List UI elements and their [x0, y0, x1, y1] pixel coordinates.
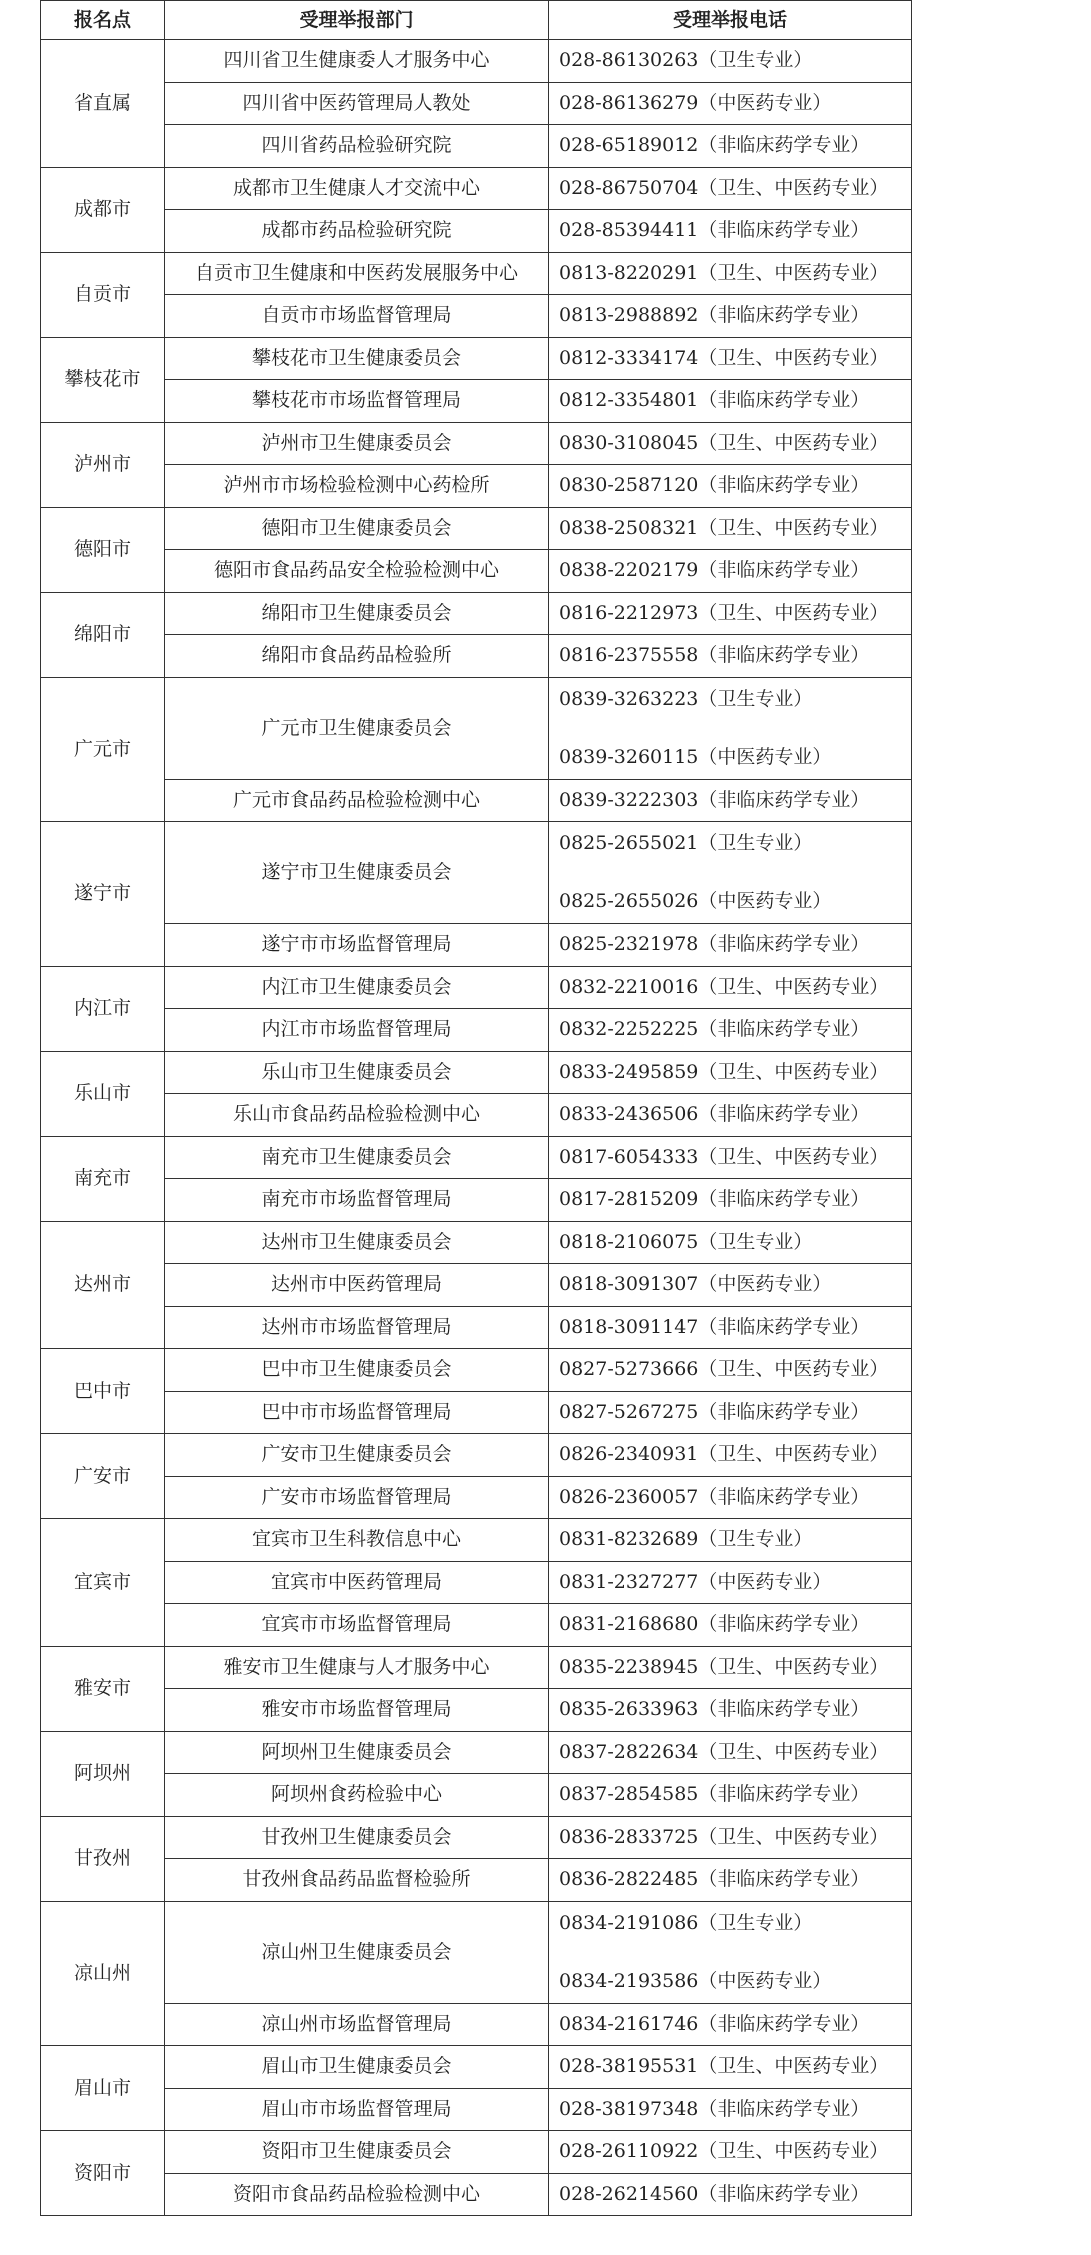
department-cell: 资阳市食品药品检验检测中心 [165, 2173, 549, 2216]
site-cell: 德阳市 [41, 507, 165, 592]
department-cell: 自贡市卫生健康和中医药发展服务中心 [165, 252, 549, 295]
table-row [41, 2003, 912, 2046]
table-row [41, 1816, 912, 1859]
department-cell: 巴中市卫生健康委员会 [165, 1349, 549, 1392]
department-cell: 内江市市场监督管理局 [165, 1009, 549, 1052]
phone-number: 0817-2815209（非临床药学专业） [559, 1188, 870, 1211]
department-cell: 成都市药品检验研究院 [165, 210, 549, 253]
phone-cell [549, 465, 912, 508]
site-cell: 成都市 [41, 167, 165, 252]
department-cell: 广元市卫生健康委员会 [165, 677, 549, 779]
phone-cell [549, 1689, 912, 1732]
department-cell: 雅安市市场监督管理局 [165, 1689, 549, 1732]
phone-number: 0837-2854585（非临床药学专业） [559, 1783, 870, 1806]
site-cell: 乐山市 [41, 1051, 165, 1136]
department-cell: 达州市中医药管理局 [165, 1264, 549, 1307]
phone-cell [549, 1009, 912, 1052]
phone-cell [549, 167, 912, 210]
site-cell: 甘孜州 [41, 1816, 165, 1901]
department-cell: 泸州市卫生健康委员会 [165, 422, 549, 465]
phone-cell [549, 210, 912, 253]
phone-cell [549, 1604, 912, 1647]
table-row [41, 82, 912, 125]
table-row [41, 1561, 912, 1604]
department-cell: 乐山市食品药品检验检测中心 [165, 1094, 549, 1137]
table-row [41, 2046, 912, 2089]
department-cell: 成都市卫生健康人才交流中心 [165, 167, 549, 210]
table-row [41, 1689, 912, 1732]
phone-cell [549, 966, 912, 1009]
phone-cell [549, 422, 912, 465]
phone-cell [549, 1731, 912, 1774]
phone-number: 0837-2822634（卫生、中医药专业） [559, 1740, 889, 1763]
phone-number: 0839-3260115（中医药专业） [559, 745, 832, 768]
phone-number: 0812-3334174（卫生、中医药专业） [559, 346, 889, 369]
department-cell: 攀枝花市市场监督管理局 [165, 380, 549, 423]
table-row [41, 465, 912, 508]
department-cell: 德阳市食品药品安全检验检测中心 [165, 550, 549, 593]
department-cell: 泸州市市场检验检测中心药检所 [165, 465, 549, 508]
phone-number: 028-85394411（非临床药学专业） [559, 219, 870, 242]
phone-number: 0818-3091307（中医药专业） [559, 1273, 832, 1296]
phone-number: 0813-2988892（非临床药学专业） [559, 304, 870, 327]
phone-number: 028-86750704（卫生、中医药专业） [559, 176, 889, 199]
phone-number: 0838-2508321（卫生、中医药专业） [559, 516, 889, 539]
department-cell: 四川省卫生健康委人才服务中心 [165, 40, 549, 83]
site-cell: 巴中市 [41, 1349, 165, 1434]
phone-cell [549, 1859, 912, 1902]
phone-number: 028-86130263（卫生专业） [559, 49, 813, 72]
site-cell: 宜宾市 [41, 1519, 165, 1647]
phone-number: 0834-2161746（非临床药学专业） [559, 2012, 870, 2035]
phone-number: 0834-2193586（中医药专业） [559, 1969, 832, 1992]
site-cell: 自贡市 [41, 252, 165, 337]
table-row [41, 507, 912, 550]
phone-number: 0836-2822485（非临床药学专业） [559, 1868, 870, 1891]
phone-number: 0836-2833725（卫生、中医药专业） [559, 1825, 889, 1848]
phone-number: 028-86136279（中医药专业） [559, 91, 832, 114]
phone-number: 0816-2375558（非临床药学专业） [559, 644, 870, 667]
phone-cell [549, 635, 912, 678]
table-row [41, 1306, 912, 1349]
phone-cell [549, 1221, 912, 1264]
phone-number: 0832-2210016（卫生、中医药专业） [559, 975, 889, 998]
site-cell: 绵阳市 [41, 592, 165, 677]
phone-cell [549, 779, 912, 822]
department-cell: 绵阳市卫生健康委员会 [165, 592, 549, 635]
phone-cell [549, 1391, 912, 1434]
header-site: 报名点 [41, 1, 165, 40]
phone-cell [549, 2088, 912, 2131]
site-cell: 凉山州 [41, 1901, 165, 2046]
department-cell: 凉山州卫生健康委员会 [165, 1901, 549, 2003]
table-row [41, 924, 912, 967]
header-row [41, 1, 912, 40]
department-cell: 广安市卫生健康委员会 [165, 1434, 549, 1477]
department-cell: 巴中市市场监督管理局 [165, 1391, 549, 1434]
table-row [41, 252, 912, 295]
phone-number: 0831-2168680（非临床药学专业） [559, 1613, 870, 1636]
phone-number: 0826-2340931（卫生、中医药专业） [559, 1443, 889, 1466]
table-row [41, 167, 912, 210]
header-department: 受理举报部门 [165, 1, 549, 40]
department-cell: 凉山州市场监督管理局 [165, 2003, 549, 2046]
phone-cell [549, 1136, 912, 1179]
phone-cell [549, 924, 912, 967]
table-row [41, 2131, 912, 2174]
table-body [41, 40, 912, 2216]
table-row [41, 125, 912, 168]
phone-number: 0818-2106075（卫生专业） [559, 1230, 813, 1253]
phone-number: 0839-3222303（非临床药学专业） [559, 788, 870, 811]
table-row [41, 210, 912, 253]
phone-number: 0818-3091147（非临床药学专业） [559, 1315, 870, 1338]
department-cell: 乐山市卫生健康委员会 [165, 1051, 549, 1094]
site-cell: 资阳市 [41, 2131, 165, 2216]
table-row [41, 1434, 912, 1477]
department-cell: 南充市市场监督管理局 [165, 1179, 549, 1222]
phone-number: 0827-5267275（非临床药学专业） [559, 1400, 870, 1423]
phone-cell [549, 1519, 912, 1562]
table-row [41, 1094, 912, 1137]
phone-cell [549, 1264, 912, 1307]
phone-cell [549, 1179, 912, 1222]
table-row [41, 1221, 912, 1264]
department-cell: 阿坝州食药检验中心 [165, 1774, 549, 1817]
phone-cell [549, 2173, 912, 2216]
phone-cell [549, 1816, 912, 1859]
department-cell: 眉山市市场监督管理局 [165, 2088, 549, 2131]
table-row [41, 1519, 912, 1562]
phone-cell [549, 337, 912, 380]
phone-number: 0835-2633963（非临床药学专业） [559, 1698, 870, 1721]
department-cell: 宜宾市市场监督管理局 [165, 1604, 549, 1647]
table-row [41, 1646, 912, 1689]
phone-cell [549, 1051, 912, 1094]
phone-number: 028-38197348（非临床药学专业） [559, 2097, 870, 2120]
phone-cell [549, 822, 912, 924]
department-cell: 南充市卫生健康委员会 [165, 1136, 549, 1179]
site-cell: 阿坝州 [41, 1731, 165, 1816]
phone-cell [549, 380, 912, 423]
phone-number: 0830-2587120（非临床药学专业） [559, 474, 870, 497]
phone-cell [549, 1476, 912, 1519]
phone-number: 0834-2191086（卫生专业） [559, 1911, 813, 1934]
department-cell: 绵阳市食品药品检验所 [165, 635, 549, 678]
phone-number: 0831-2327277（中医药专业） [559, 1570, 832, 1593]
phone-cell [549, 82, 912, 125]
phone-cell [549, 507, 912, 550]
phone-cell [549, 2131, 912, 2174]
department-cell: 广安市市场监督管理局 [165, 1476, 549, 1519]
phone-cell [549, 1901, 912, 2003]
department-cell: 内江市卫生健康委员会 [165, 966, 549, 1009]
phone-number: 0831-8232689（卫生专业） [559, 1528, 813, 1551]
phone-cell [549, 1646, 912, 1689]
table-row [41, 966, 912, 1009]
department-cell: 遂宁市卫生健康委员会 [165, 822, 549, 924]
table-row [41, 1051, 912, 1094]
table-row [41, 295, 912, 338]
header-phone: 受理举报电话 [549, 1, 912, 40]
department-cell: 甘孜州食品药品监督检验所 [165, 1859, 549, 1902]
phone-cell [549, 1561, 912, 1604]
phone-cell [549, 125, 912, 168]
table-row [41, 550, 912, 593]
site-cell: 南充市 [41, 1136, 165, 1221]
phone-number: 028-26110922（卫生、中医药专业） [559, 2140, 889, 2163]
department-cell: 遂宁市市场监督管理局 [165, 924, 549, 967]
site-cell: 广安市 [41, 1434, 165, 1519]
table-row [41, 1604, 912, 1647]
contact-table [40, 0, 912, 2216]
site-cell: 雅安市 [41, 1646, 165, 1731]
department-cell: 四川省中医药管理局人教处 [165, 82, 549, 125]
phone-cell [549, 1434, 912, 1477]
department-cell: 雅安市卫生健康与人才服务中心 [165, 1646, 549, 1689]
table-row [41, 380, 912, 423]
site-cell: 达州市 [41, 1221, 165, 1349]
department-cell: 宜宾市中医药管理局 [165, 1561, 549, 1604]
table-row [41, 635, 912, 678]
phone-number: 0833-2495859（卫生、中医药专业） [559, 1060, 889, 1083]
phone-number: 0825-2321978（非临床药学专业） [559, 933, 870, 956]
phone-number: 0833-2436506（非临床药学专业） [559, 1103, 870, 1126]
phone-number: 0817-6054333（卫生、中医药专业） [559, 1145, 889, 1168]
phone-number: 0825-2655021（卫生专业） [559, 832, 813, 855]
site-cell: 泸州市 [41, 422, 165, 507]
phone-number: 028-38195531（卫生、中医药专业） [559, 2055, 889, 2078]
phone-number: 0830-3108045（卫生、中医药专业） [559, 431, 889, 454]
phone-number: 0835-2238945（卫生、中医药专业） [559, 1655, 889, 1678]
table-row [41, 677, 912, 779]
site-cell: 眉山市 [41, 2046, 165, 2131]
phone-cell [549, 2046, 912, 2089]
phone-number: 0827-5273666（卫生、中医药专业） [559, 1358, 889, 1381]
department-cell: 眉山市卫生健康委员会 [165, 2046, 549, 2089]
phone-number: 0813-8220291（卫生、中医药专业） [559, 261, 889, 284]
department-cell: 甘孜州卫生健康委员会 [165, 1816, 549, 1859]
department-cell: 广元市食品药品检验检测中心 [165, 779, 549, 822]
phone-cell [549, 1349, 912, 1392]
table-row [41, 1731, 912, 1774]
table-row [41, 1136, 912, 1179]
department-cell: 资阳市卫生健康委员会 [165, 2131, 549, 2174]
phone-number: 0839-3263223（卫生专业） [559, 687, 813, 710]
department-cell: 自贡市市场监督管理局 [165, 295, 549, 338]
phone-cell [549, 40, 912, 83]
table-row [41, 822, 912, 924]
phone-number: 028-26214560（非临床药学专业） [559, 2182, 870, 2205]
phone-cell [549, 1306, 912, 1349]
phone-cell [549, 1094, 912, 1137]
table-row [41, 592, 912, 635]
table-row [41, 1264, 912, 1307]
phone-number: 0816-2212973（卫生、中医药专业） [559, 601, 889, 624]
site-cell: 内江市 [41, 966, 165, 1051]
phone-cell [549, 677, 912, 779]
table-row [41, 1901, 912, 2003]
department-cell: 达州市卫生健康委员会 [165, 1221, 549, 1264]
table-row [41, 1859, 912, 1902]
department-cell: 德阳市卫生健康委员会 [165, 507, 549, 550]
phone-cell [549, 252, 912, 295]
table-row [41, 1476, 912, 1519]
department-cell: 达州市市场监督管理局 [165, 1306, 549, 1349]
table-row [41, 1774, 912, 1817]
site-cell: 攀枝花市 [41, 337, 165, 422]
table-row [41, 2173, 912, 2216]
site-cell: 遂宁市 [41, 822, 165, 967]
phone-cell [549, 592, 912, 635]
phone-cell [549, 295, 912, 338]
table-row [41, 2088, 912, 2131]
phone-number: 0832-2252225（非临床药学专业） [559, 1018, 870, 1041]
phone-number: 0838-2202179（非临床药学专业） [559, 559, 870, 582]
table-row [41, 1391, 912, 1434]
table-row [41, 779, 912, 822]
phone-number: 0826-2360057（非临床药学专业） [559, 1485, 870, 1508]
department-cell: 阿坝州卫生健康委员会 [165, 1731, 549, 1774]
table-row [41, 337, 912, 380]
site-cell: 省直属 [41, 40, 165, 168]
department-cell: 宜宾市卫生科教信息中心 [165, 1519, 549, 1562]
table-row [41, 1179, 912, 1222]
department-cell: 四川省药品检验研究院 [165, 125, 549, 168]
table-row [41, 40, 912, 83]
phone-number: 0825-2655026（中医药专业） [559, 890, 832, 912]
site-cell: 广元市 [41, 677, 165, 822]
phone-cell [549, 2003, 912, 2046]
table-row [41, 1349, 912, 1392]
phone-number: 028-65189012（非临床药学专业） [559, 134, 870, 157]
phone-number: 0812-3354801（非临床药学专业） [559, 389, 870, 412]
phone-cell [549, 550, 912, 593]
table-row [41, 1009, 912, 1052]
department-cell: 攀枝花市卫生健康委员会 [165, 337, 549, 380]
table-row [41, 422, 912, 465]
phone-cell [549, 1774, 912, 1817]
